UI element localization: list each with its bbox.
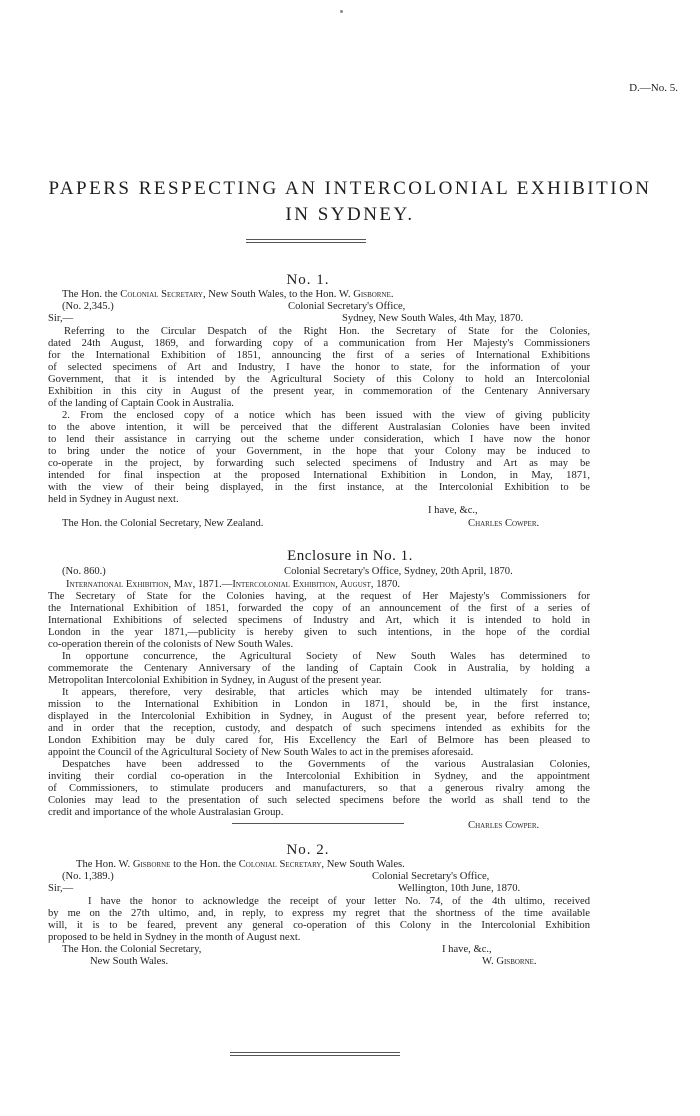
enclosure-banner: International Exhibition, May, 1871.—Intercolonial Exhibition, August, 1870.: [66, 579, 401, 590]
text-line: Referring to the Circular Despatch of the Right Hon. the Secretary of State for the Colonies,: [64, 326, 590, 337]
no1-heading: No. 1.: [286, 272, 330, 288]
document-title-line2: IN SYDNEY.: [285, 204, 415, 225]
text-line: of the landing of Captain Cook in Australia.: [48, 398, 234, 409]
no2-office: Colonial Secretary's Office,: [372, 871, 490, 882]
no1-number: (No. 2,345.): [62, 301, 114, 312]
text-line: commemorate the Centenary Anniversary of the landing of Captain Cook in Australia, by holding a: [48, 663, 590, 674]
no1-place-date: Sydney, New South Wales, 4th May, 1870.: [342, 313, 524, 324]
text-line: 2. From the enclosed copy of a notice which has been issued with the view of giving publicity: [62, 410, 590, 421]
text-line: the International Exhibition of 1851, forwarded the copy of an announcement of the first of a series of: [48, 603, 590, 614]
enclosure-office: Colonial Secretary's Office, Sydney, 20th April, 1870.: [284, 566, 513, 577]
text-line: held in Sydney in August next.: [48, 494, 179, 505]
no1-closing: I have, &c.,: [428, 505, 478, 516]
document-title-line1: PAPERS RESPECTING AN INTERCOLONIAL EXHIBITION: [48, 178, 652, 199]
text-line: co-operate in the project, by forwarding such selected specimens of Industry and Art as may be: [48, 458, 590, 469]
text-line: to the above intention, it will be perceived that the different Australasian Colonies have been invited: [48, 422, 590, 433]
text-line: Metropolitan Intercolonial Exhibition in Sydney, in August of the present year.: [48, 675, 382, 686]
text-line: by me on the 27th ultimo, and, in reply, to express my regret that the shortness of the time available: [48, 908, 590, 919]
text-line: intended for final inspection at the proposed International Exhibition in London, in May, 1871,: [48, 470, 590, 481]
text-line: dated 24th August, 1869, and forwarding copy of a communication from Her Majesty's Commissioners: [48, 338, 590, 349]
footer-rule-top: [230, 1052, 400, 1053]
enclosure-rule: [232, 823, 404, 824]
no1-from-line: The Hon. the Colonial Secretary, New South Wales, to the Hon. W. Gisborne.: [62, 289, 394, 300]
no1-addressee: The Hon. the Colonial Secretary, New Zealand.: [62, 518, 264, 529]
no2-from-end: , New South Wales.: [321, 859, 405, 870]
text-line: credit and importance of the whole Australasian Group.: [48, 807, 284, 818]
text-line: to lend their assistance in carrying out the scheme under consideration, which I have now the honor: [48, 434, 590, 445]
text-line: Government, that it is intended by the Agricultural Society of this Colony to hold an Intercolonial: [48, 374, 590, 385]
no2-number: (No. 1,389.): [62, 871, 114, 882]
title-rule-bottom: [246, 242, 366, 243]
page-header-mark: [340, 10, 343, 13]
no2-place-date: Wellington, 10th June, 1870.: [398, 883, 521, 894]
no2-heading: No. 2.: [286, 842, 330, 858]
footer-rule-bottom: [230, 1055, 400, 1056]
no2-signature: W. Gisborne.: [482, 956, 537, 967]
text-line: proposed to be held in Sydney in the month of August next.: [48, 932, 301, 943]
title-rule-top: [246, 239, 366, 240]
text-line: inviting their cordial co-operation in the Intercolonial Exhibition in Sydney, and the appointment: [48, 771, 590, 782]
text-line: International Exhibitions of selected specimens of Industry and Art, which it is intended to hold in: [48, 615, 590, 626]
no2-from-title: Colonial Secretary: [238, 859, 322, 870]
document-reference: D.—No. 5.: [629, 82, 678, 94]
no2-from: The Hon. W.: [76, 859, 131, 870]
text-line: Despatches have been addressed to the Governments of the various Australasian Colonies,: [62, 759, 590, 770]
no2-from-mid: to the Hon. the: [173, 859, 237, 870]
text-line: London in the year 1871,—publicity is hereby given to such intentions, in the hope of the cordial: [48, 627, 590, 638]
text-line: displayed in the Intercolonial Exhibition in Sydney, in August of the present year, before referred to;: [48, 711, 590, 722]
text-line: of selected specimens of Art and Industry, I have the honor to state, for the information of your: [48, 362, 590, 373]
text-line: with the view of their being displayed, in the first instance, at the Intercolonial Exhibition to be: [48, 482, 590, 493]
enclosure-signature: Charles Cowper.: [468, 820, 540, 831]
text-line: I have the honor to acknowledge the receipt of your letter No. 74, of the 4th ultimo, received: [88, 896, 590, 907]
text-line: Exhibition in this city in August of the present year, in commemoration of the Centenary Anniversary: [48, 386, 590, 397]
enclosure-heading: Enclosure in No. 1.: [287, 548, 413, 564]
text-line: for the International Exhibition of 1851, announcing the first of a series of International Exhibitions: [48, 350, 590, 361]
no1-from-name: Gisborne: [353, 289, 391, 300]
text-line: and in order that the reception, custody, and despatch of such specimens intended as exhibits for the: [48, 723, 590, 734]
text-line: The Secretary of State for the Colonies having, at the request of Her Majesty's Commissioners for: [48, 591, 590, 602]
text-line: co-operation therein of the colonists of New South Wales.: [48, 639, 294, 650]
text-line: appoint the Council of the Agricultural Society of New South Wales to act in the premises aforesaid.: [48, 747, 474, 758]
no1-from-title: Colonial Secretary: [120, 289, 203, 300]
text-line: London Exhibition may be duly cared for, His Excellency the Earl of Belmore has been pleased to: [48, 735, 590, 746]
enclosure-number: (No. 860.): [62, 566, 106, 577]
no2-addressee-1: The Hon. the Colonial Secretary,: [62, 944, 202, 955]
text-line: mission to the International Exhibition in London in 1871, should be, in the first instance,: [48, 699, 590, 710]
no1-salutation: Sir,—: [48, 313, 74, 324]
no2-salutation: Sir,—: [48, 883, 74, 894]
no2-from-name: Gisborne: [132, 859, 171, 870]
text-line: to bring under the notice of your Government, in the hope that your Colony may be induced to: [48, 446, 590, 457]
no1-office: Colonial Secretary's Office,: [288, 301, 406, 312]
text-line: Colonies may lead to the presentation of such selected specimens before the world as shall tend to the: [48, 795, 590, 806]
no1-from-mid: , New South Wales, to the Hon. W.: [202, 289, 351, 300]
no1-signature: Charles Cowper.: [468, 518, 540, 529]
no2-closing: I have, &c.,: [442, 944, 492, 955]
no1-from: The Hon. the: [62, 289, 118, 300]
text-line: of Commissioners, to stimulate producers and manufacturers, so that a generous rivalry among the: [48, 783, 590, 794]
text-line: In opportune concurrence, the Agricultural Society of New South Wales has determined to: [62, 651, 590, 662]
text-line: will, it is to be feared, prevent any general co-operation of this Colony in the Intercolonial Exhibition: [48, 920, 590, 931]
no2-from-line: [76, 859, 618, 872]
text-line: It appears, therefore, very desirable, that articles which may be intended ultimately for trans-: [62, 687, 590, 698]
no2-addressee-2: New South Wales.: [90, 956, 169, 967]
